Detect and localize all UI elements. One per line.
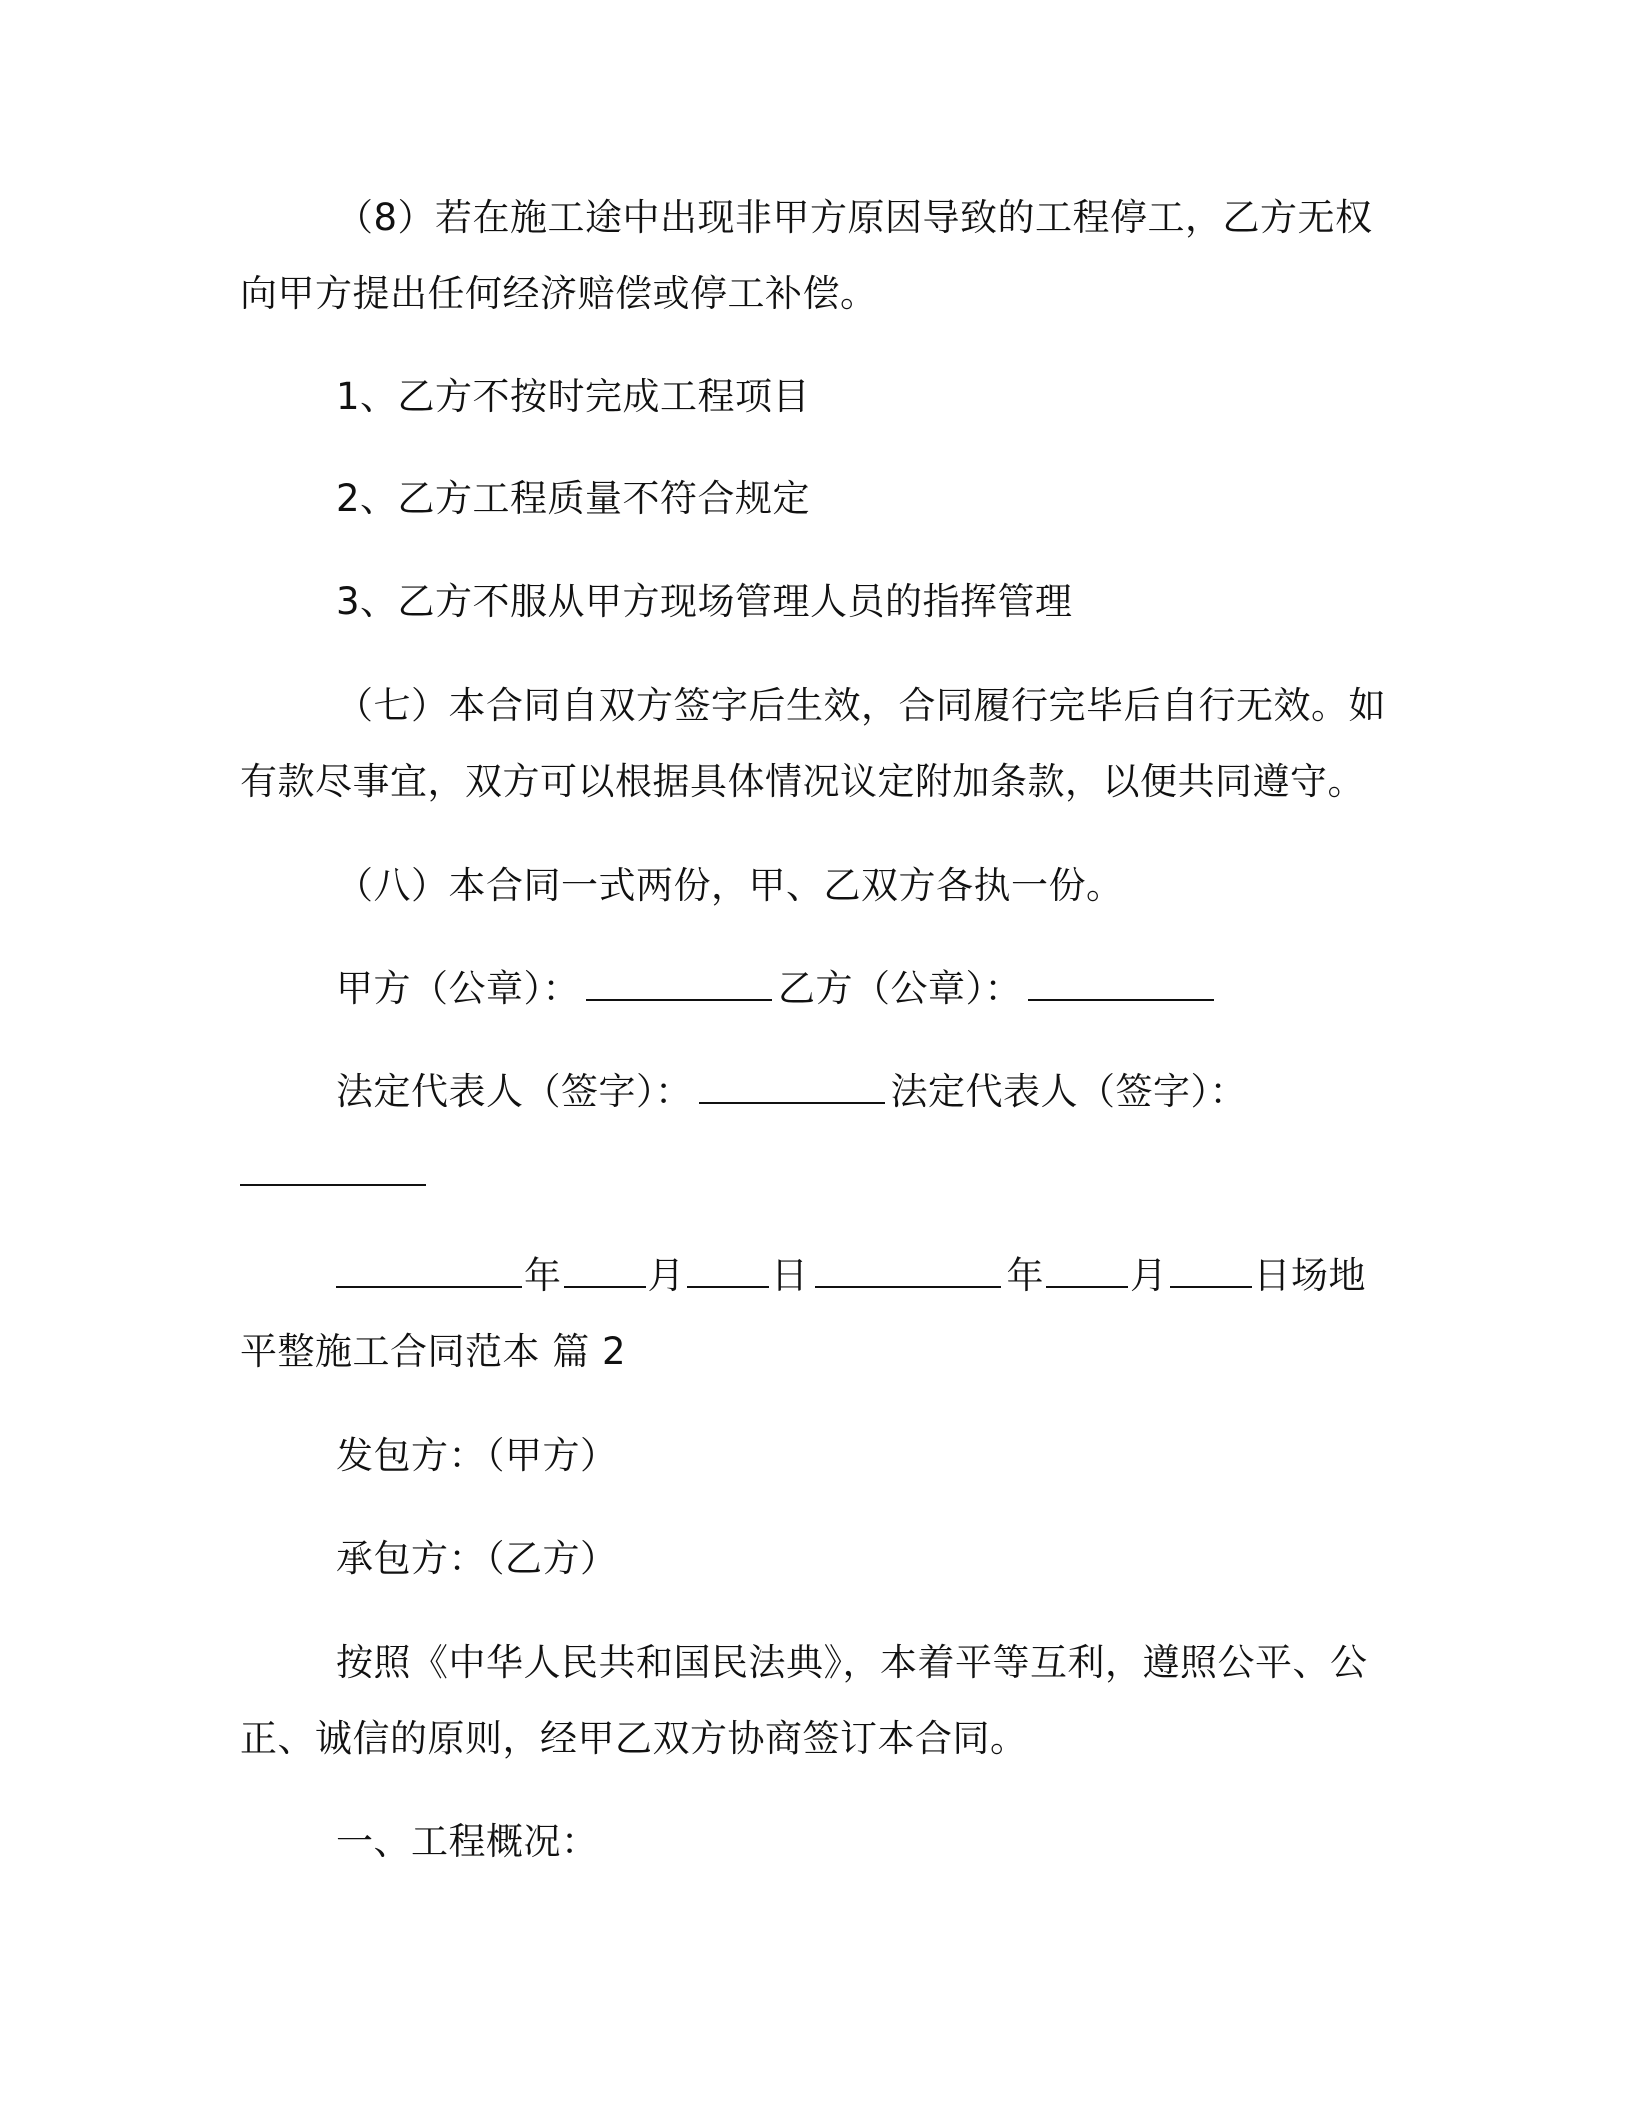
party-b-seal-blank [1028,969,1214,1001]
date-a-day-label: 日 [771,1254,809,1297]
date-a-year-blank [336,1256,522,1288]
employer-line: 发包方：（甲方） [336,1434,618,1477]
date-b-year-label: 年 [1006,1254,1044,1297]
party-b-rep-blank [240,1154,426,1186]
clause-8-line-2: 向甲方提出任何经济赔偿或停工补偿。 [240,272,878,315]
clause-7-line-2: 有款尽事宜，双方可以根据具体情况议定附加条款，以便共同遵守。 [240,760,1365,803]
party-b-rep-label: 法定代表人（签字）： [890,1070,1247,1113]
party-a-seal-blank [586,969,772,1001]
date-b-year-blank [815,1256,1001,1288]
clause-8-line-1: （8）若在施工途中出现非甲方原因导致的工程停工，乙方无权 [336,196,1373,239]
section-1-title: 一、工程概况： [336,1820,599,1863]
party-a-rep-label: 法定代表人（签字）： [336,1070,693,1113]
party-b-seal-label: 乙方（公章）： [778,967,1022,1010]
intro-line-1: 按照《中华人民共和国民法典》，本着平等互利，遵照公平、公 [336,1641,1368,1684]
signature-rep-continuation [240,1152,1420,1196]
list-item-3: 3、乙方不服从甲方现场管理人员的指挥管理 [336,580,1073,623]
party-a-rep-blank [699,1072,885,1104]
date-b-day-label: 日场地 [1253,1254,1366,1297]
date-b-day-blank [1170,1256,1252,1288]
signature-rep-row [336,1070,1516,1114]
contractor-line: 承包方：（乙方） [336,1537,618,1580]
list-item-2: 2、乙方工程质量不符合规定 [336,477,811,520]
section-heading: 平整施工合同范本 篇 2 [240,1330,627,1373]
date-a-year-label: 年 [524,1254,562,1297]
party-a-seal-label: 甲方（公章）： [336,967,580,1010]
date-a-month-label: 月 [647,1254,685,1297]
signature-seal-row [336,967,1516,1011]
date-b-month-label: 月 [1130,1254,1168,1297]
date-b-month-blank [1046,1256,1128,1288]
date-row [336,1254,1516,1298]
date-a-month-blank [564,1256,646,1288]
list-item-1: 1、乙方不按时完成工程项目 [336,375,811,418]
intro-line-2: 正、诚信的原则，经甲乙双方协商签订本合同。 [240,1717,1028,1760]
clause-8cn: （八）本合同一式两份，甲、乙双方各执一份。 [336,864,1124,907]
clause-7-line-1: （七）本合同自双方签字后生效，合同履行完毕后自行无效。如 [336,684,1386,727]
date-a-day-blank [687,1256,769,1288]
